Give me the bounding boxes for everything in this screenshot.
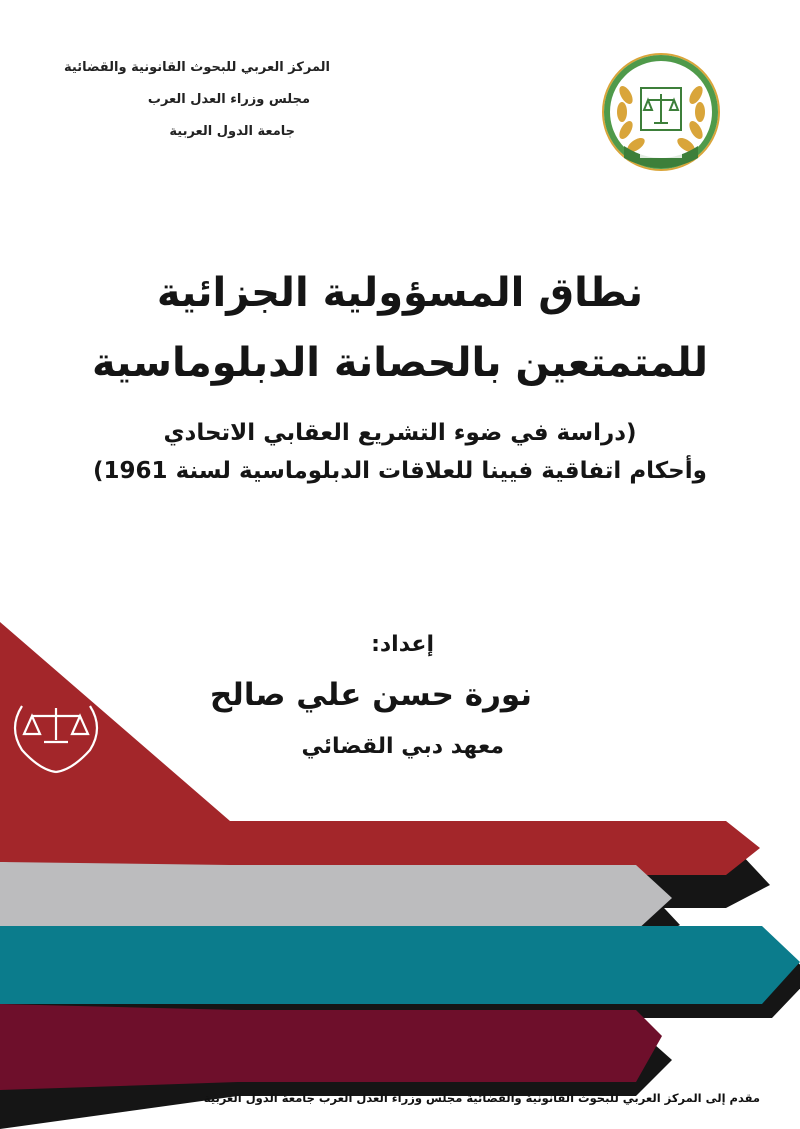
teal-band [0,926,800,1004]
gray-band [0,862,672,934]
author-name: نورة حسن علي صالح [209,677,532,713]
prepared-by-label: إعداد: [371,632,434,657]
author-institution: معهد دبي القضائي [301,734,504,759]
header-line-league: جامعة الدول العربية [169,124,295,139]
header-line-center: المركز العربي للبحوث القانونية والقضائية [64,60,330,75]
book-title-line-2: للمتمتعين بالحصانة الدبلوماسية [92,340,708,386]
footer-submission-note: مقدم إلى المركز العربي للبحوث القانونية والقضائية مجلس وزراء العدل العرب جامعة الدول العربية [203,1091,760,1105]
center-logo-icon [596,50,726,175]
subtitle-line-1: (دراسة في ضوء التشريع العقابي الاتحادي [163,420,637,446]
header-line-council: مجلس وزراء العدل العرب [147,92,310,107]
maroon-band [0,1004,662,1090]
subtitle-line-2: وأحكام اتفاقية فيينا للعلاقات الدبلوماسية لسنة 1961) [93,458,707,484]
book-title-line-1: نطاق المسؤولية الجزائية [156,270,644,316]
